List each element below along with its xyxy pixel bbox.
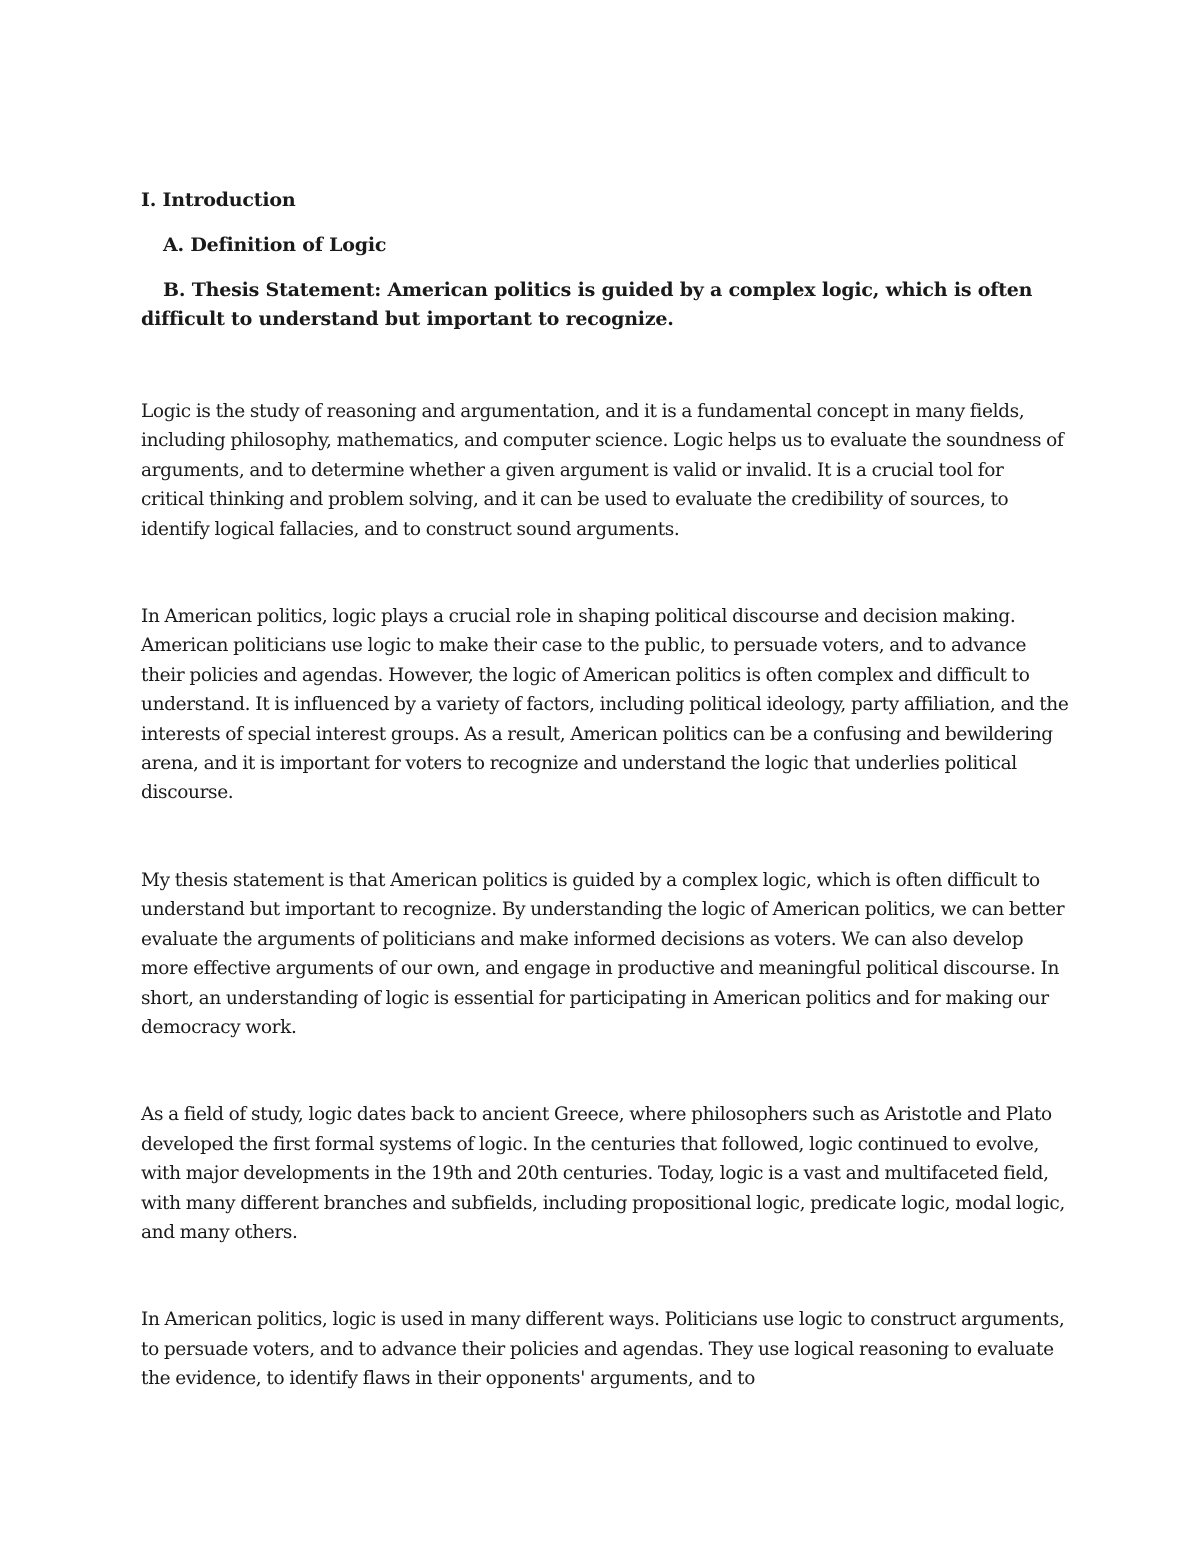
body-paragraph-2: In American politics, logic plays a crucial role in shaping political discourse and decision making. American politicians use logic to make their case to the public, to persuade voters, and to advance their policies and agendas. However, the logic of American politics is often complex and difficult to understand. It is influenced by a variety of factors, including political ideology, party affiliation, and the interests of special interest groups. As a result, American politics can be a confusing and bewildering arena, and it is important for voters to recognize and understand the logic that underlies political discourse. xyxy=(141,606,1069,804)
outline-thesis-statement: B. Thesis Statement: American politics is guided by a complex logic, which is often difficult to understand but important to recognize. xyxy=(141,279,1033,330)
body-paragraph-5: In American politics, logic is used in many different ways. Politicians use logic to construct arguments, to persuade voters, and to advance their policies and agendas. They use logical reasoning to evaluate the evidence, to identify flaws in their opponents' arguments, and to xyxy=(141,1309,1065,1390)
body-paragraph-1: Logic is the study of reasoning and argumentation, and it is a fundamental concept in many fields, including philosophy, mathematics, and computer science. Logic helps us to evaluate the soundness of arguments, and to determine whether a given argument is valid or invalid. It is a crucial tool for critical thinking and problem solving, and it can be used to evaluate the credibility of sources, to identify logical fallacies, and to construct sound arguments. xyxy=(141,401,1064,540)
document-page xyxy=(141,186,1071,1394)
outline-heading-definition: A. Definition of Logic xyxy=(163,234,387,256)
body-paragraph-3: My thesis statement is that American politics is guided by a complex logic, which is often difficult to understand but important to recognize. By understanding the logic of American politics, we can better evaluate the arguments of politicians and make informed decisions as voters. We can also develop more effective arguments of our own, and engage in productive and meaningful political discourse. In short, an understanding of logic is essential for participating in American politics and for making our democracy work. xyxy=(141,869,1065,1038)
body-paragraph-4: As a field of study, logic dates back to ancient Greece, where philosophers such as Aristotle and Plato developed the first formal systems of logic. In the centuries that followed, logic continued to evolve, with major developments in the 19th and 20th centuries. Today, logic is a vast and multifaceted field, with many different branches and subfields, including propositional logic, predicate logic, modal logic, and many others. xyxy=(141,1104,1065,1243)
outline-heading-introduction: I. Introduction xyxy=(141,189,296,211)
